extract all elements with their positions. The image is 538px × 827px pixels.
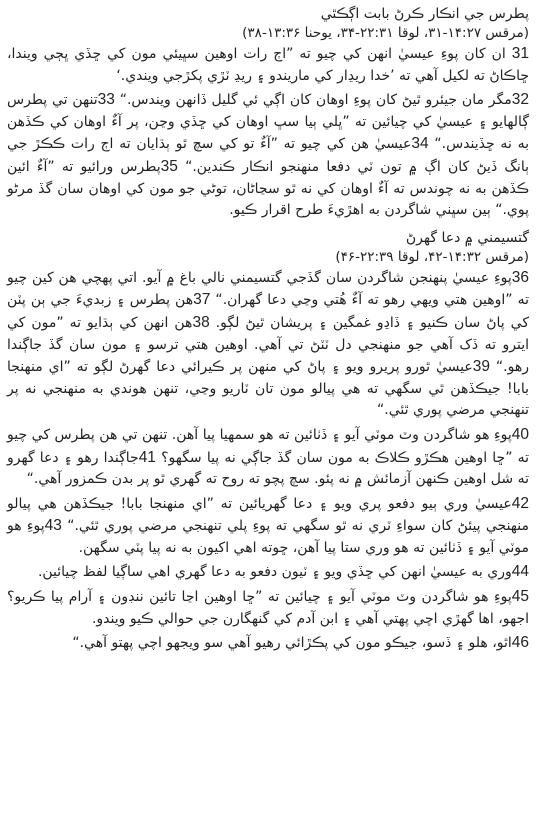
- verse-paragraph: [7, 424, 529, 491]
- verse-paragraph: [7, 632, 529, 655]
- verse-paragraph: [7, 493, 529, 560]
- verse-number: 31: [511, 45, 529, 62]
- verse-paragraph: [7, 267, 529, 422]
- verse-text: پوءِ عيسيٰ پنهنجن شاگردن سان گڏجي گتسيمني نالي باغ ۾ آيو. اتي پهچي هن کين چيو ته ”اوهين هتي ويهي رهو ته آءٌ هُتي وڃي دعا گهران.“: [7, 269, 530, 309]
- verse-text: مگر مان جيئرو ٿيڻ کان پوءِ اوهان کان اڳي ئي گليل ڏانهن ويندس.“: [114, 92, 512, 109]
- verse-paragraph: [7, 43, 529, 87]
- verse-text: عيسيٰ وري ٻيو دفعو پري ويو ۽ دعا گهريائين ته ”اي منهنجا بابا! جيڪڏهن هي پيالو منهنجي پيئڻ کان سواءِ ٽري نه ٿو سگهي ته پوءِ پلي تنهنجي مرضي پوري ٿئي.“: [7, 495, 529, 535]
- verse-number: 44: [511, 563, 529, 581]
- section-heading: گتسيمني ۾ دعا گهرڻ: [405, 229, 529, 246]
- verse-number: 45: [511, 588, 529, 606]
- verse-text: هن انهن کي ٻڌايو ته ”مون کي ايترو ته ڏک آهي جو منهنجي دل ٽٽڻ تي آهي. اوهين هتي ترسو ۽ مون سان گڏ جاڳندا رهو.“: [7, 314, 529, 376]
- verse-text: پوءِ هو شاگردن وٽ موٽي آيو ۽ ڏٺائين ته هو سمهيا پيا آهن. تنهن تي هن پطرس کي چيو ته ”ڇا اوهين هڪڙو ڪلاڪ به مون سان گڏ جاڳي نه پيا سگهو؟: [7, 426, 529, 466]
- section-heading: پطرس جي انڪار ڪرڻ بابت اڳڪٿي: [320, 6, 529, 22]
- verse-text: هن پطرس ۽ زبديءَ جي ٻن پٽن کي پاڻ سان ڪنيو ۽ ڏاڍو غمگين ۽ پريشان ٿيڻ لڳو.: [7, 292, 529, 331]
- verse-text: اٿو، هلو ۽ ڏسو، جيڪو مون کي پڪڙائي رهيو آهي سو ويجهو اچي پهتو آهي.“: [72, 635, 512, 652]
- verse-text: عيسيٰ ٿورو پريرو ويو ۽ پاڻ کي منهن پر ڪيرائي دعا گهرڻ لڳو ته ”اي منهنجا بابا! جيڪڏهن ٿي سگهي ته هي پيالو مون تان ٽاريو وڃي، تنهن هوندي به منهنجي نه پر تنهنجي مرضي پوري ٿئي.“: [7, 359, 529, 419]
- verse-number: 42: [511, 494, 529, 512]
- verse-paragraph: [7, 586, 529, 630]
- verse-text: وري به عيسيٰ انهن کي ڇڏي ويو ۽ ٽيون دفعو به دعا گهري اهي ساڳيا لفظ چيائين.: [37, 564, 512, 581]
- verse-number: 35: [160, 157, 178, 175]
- verse-paragraph: [7, 561, 529, 584]
- cross-reference: (مرقس ۱۴:۲۷-۳۱، لوقا ۲۲:۳۱-۳۴، يوحنا ۱۳:۳۶-۳۸): [242, 25, 529, 41]
- verse-number: 41: [138, 448, 156, 466]
- verse-text: عيسيٰ هن کي چيو ته ”آءٌ تو کي سچ ٿو ٻڌايان ته اڄ رات ڪڪڙ جي ٻانگ ڏيڻ کان اڳ ۾ تون ٽي دفعا منهنجو انڪار ڪندين.“: [7, 136, 529, 175]
- verse-number: 33: [97, 91, 115, 109]
- cross-reference: (مرقس ۱۴:۳۲-۴۲، لوقا ۲۲:۳۹-۴۶): [335, 248, 529, 265]
- verse-text: پطرس ورائيو ته ”آءٌ ائين ڪڏهن به نه چوندس ته آءٌ اوهان کي نه ٿو سڃاڻان، توڻي جو مون کي اوهان سان گڏ مرڻو پوي.“ ٻين سڀني شاگردن به اهڙيءَ طرح اقرار ڪيو.: [7, 158, 529, 219]
- verse-number: 38: [192, 313, 210, 331]
- verse-number: 43: [44, 517, 62, 535]
- verse-number: 39: [472, 358, 490, 376]
- verse-text: پوءِ هو موٽي آيو ۽ ڏٺائين ته هو وري ستا پيا آهن، ڇوته اهي اکيون به نه پيا پٽي سگهن.: [7, 518, 529, 556]
- verse-number: 46: [511, 634, 529, 652]
- verse-number: 34: [411, 135, 429, 153]
- verse-number: 36: [511, 268, 529, 286]
- verse-number: 37: [193, 291, 211, 309]
- verse-number: 32: [511, 91, 529, 109]
- verse-text: ان کان پوءِ عيسيٰ انهن کي چيو ته ”اڄ رات اوهين سڀيئي مون کي ڇڏي ڀڄي ويندا، ڇاڪاڻ ته لکيل آهي ته ’خدا ريڍار کي ماريندو ۽ ريڍ ٽڙي پکڙجي ويندي.‘: [7, 46, 529, 84]
- verse-text: تنهن تي پطرس ڳالهايو ۽ عيسيٰ کي چيائين ته ”ڀلي ٻيا سڀ اوهان کي ڇڏي وڃن، پر آءٌ اوهان کي ڪڏهن به نه ڇڏيندس.“: [7, 92, 530, 153]
- verse-text: پوءِ هو شاگردن وٽ موٽي آيو ۽ چيائين ته ”ڇا اوهين اڃا تائين ننڊون ۽ آرام پيا ڪريو؟ اجهو، اها گهڙي اچي پهتي آهي ۽ ابن آدم کي گنهگارن جي حوالي ڪيو ويندو.: [7, 589, 529, 627]
- verse-paragraph: [7, 89, 529, 222]
- verse-text: جاڳندا رهو ۽ دعا گهرو ته شل اوهين ڪنهن آزمائش ۾ نه پئو. سچ پچو ته روح ته گهري ٿو پر بدن ڪمزور آهي.“: [7, 449, 529, 488]
- verse-number: 40: [511, 425, 529, 443]
